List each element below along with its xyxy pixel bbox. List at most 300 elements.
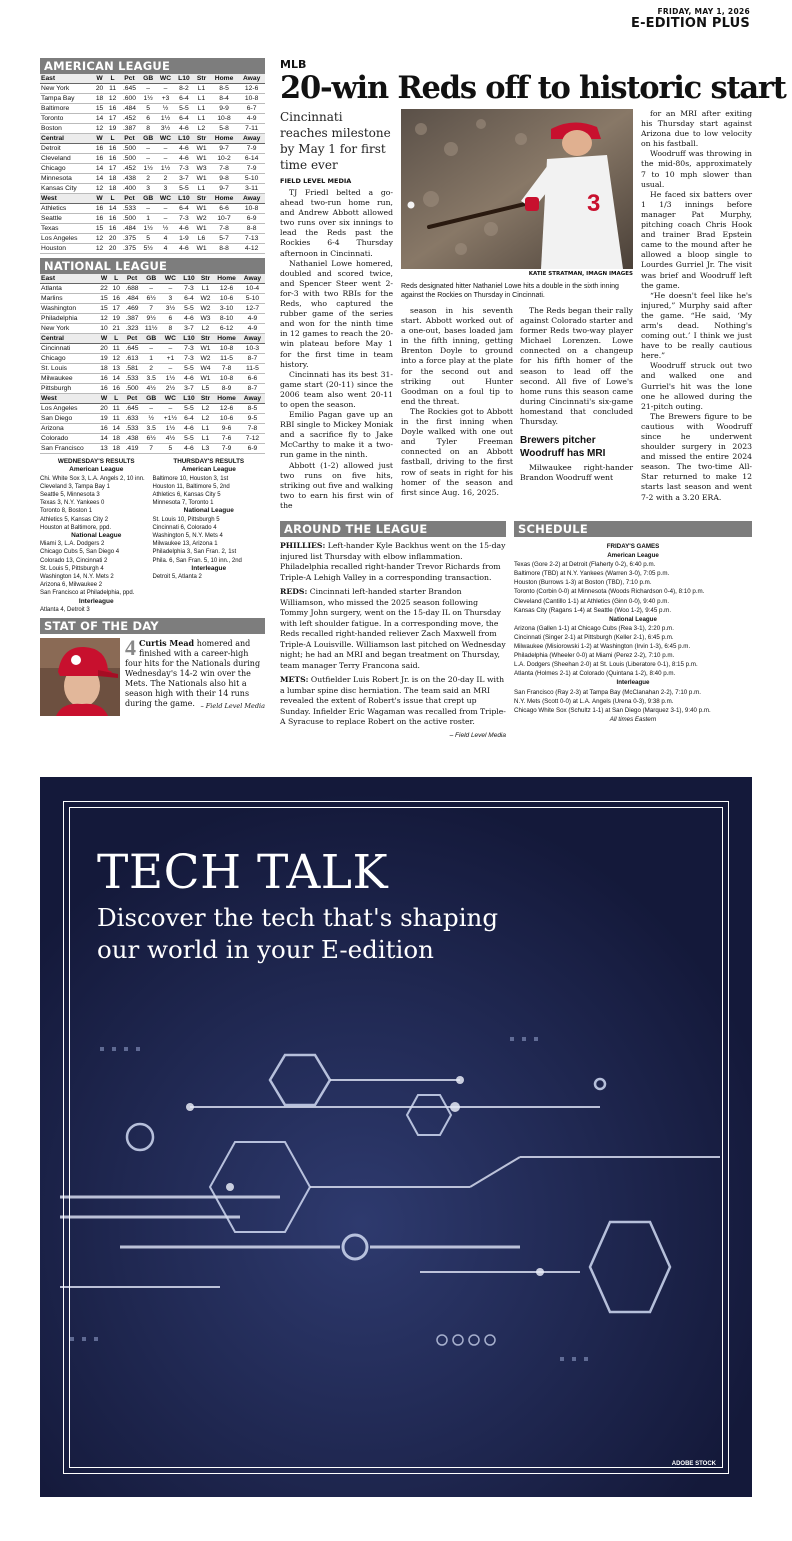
brief-text: Cincinnati left-handed starter Brandon Williamson, who missed the 2025 season following Tommy John surgery, went on the 15-day IL on Thursday with left shoulder fatigue. In a corresponding move, the Reds recalled right-handed reliever Zach Maxwell from Triple-A Louisville. Williamson last pitched on Wednesday night; he had an MRI and began treatment on Thursday, team manager Terry Francona said.: [280, 587, 506, 670]
list-item: Texas (Gore 2-2) at Detroit (Flaherty 0-2), 6:40 p.m.: [514, 561, 656, 569]
team-name: San Diego: [40, 414, 98, 424]
column-header: W: [98, 274, 110, 284]
stat-cell: .452: [119, 114, 140, 124]
stat-cell: 14: [110, 374, 122, 384]
stat-cell: W1: [193, 244, 210, 254]
stat-cell: 11: [106, 84, 119, 94]
stat-cell: 4-6: [180, 314, 198, 324]
stat-cell: W2: [198, 354, 214, 364]
stat-description: homered and finished with a career-high four hits for the Nationals during Wednesday's 14-2 win over the Mets. The Nationals also hit a season high with their 14 runs during the game.: [125, 638, 261, 708]
stat-cell: 8-9: [213, 384, 240, 394]
team-name: Arizona: [40, 424, 98, 434]
team-row: [40, 314, 265, 324]
stat-cell: 14: [93, 114, 106, 124]
results-heading: THURSDAY'S RESULTS: [173, 458, 245, 466]
wednesday-results: [40, 458, 153, 614]
stat-cell: L5: [198, 384, 214, 394]
column-header: Str: [198, 334, 214, 344]
headline: 20-win Reds off to historic start: [280, 70, 786, 106]
kicker: MLB: [280, 58, 307, 71]
team-row: [40, 364, 265, 374]
results-list: [153, 516, 266, 565]
stat-cell: 5: [140, 234, 157, 244]
team-name: Kansas City: [40, 184, 93, 194]
schedule: [514, 521, 752, 739]
column-header: L: [106, 74, 119, 84]
stat-cell: 3½: [161, 304, 181, 314]
stat-cell: 11-5: [213, 354, 240, 364]
column-header: WC: [161, 274, 181, 284]
nl-standings-header: NATIONAL LEAGUE: [40, 258, 265, 274]
team-name: San Francisco: [40, 444, 98, 454]
team-name: Boston: [40, 124, 93, 134]
results-list: [40, 540, 153, 597]
stat-cell: 8-4: [210, 94, 238, 104]
list-item: Athletics 6, Kansas City 5: [152, 491, 221, 498]
league-label: American League: [69, 466, 124, 474]
column-header: Home: [210, 134, 238, 144]
list-item: Houston 11, Baltimore 5, 2nd: [152, 483, 230, 490]
stat-cell: 10-8: [213, 374, 240, 384]
stat-cell: 16: [106, 144, 119, 154]
stat-cell: 12-6: [213, 404, 240, 414]
results-block: [40, 458, 265, 614]
stat-cell: +3: [156, 94, 174, 104]
stat-cell: L1: [198, 284, 214, 294]
list-item: San Francisco at Philadelphia, ppd.: [40, 590, 135, 597]
column-header: L10: [180, 394, 198, 404]
stat-cell: 15: [93, 224, 106, 234]
stat-cell: 3-11: [238, 184, 265, 194]
list-item: Chicago White Sox (Schultz 1-1) at San Diego (Marquez 3-1), 9:40 p.m.: [514, 706, 711, 714]
stat-cell: 17: [110, 304, 122, 314]
paragraph: for an MRI after exiting his Thursday start against Arizona due to low velocity on his fastball.: [641, 109, 752, 149]
stat-cell: –: [161, 364, 181, 374]
stat-cell: 7-3: [180, 354, 198, 364]
list-item: N.Y. Mets (Scott 0-0) at L.A. Angels (Urena 0-3), 9:38 p.m.: [514, 697, 674, 705]
stat-cell: W1: [198, 374, 214, 384]
stat-cell: 8-5: [210, 84, 238, 94]
stat-cell: 12: [93, 234, 106, 244]
stat-cell: L3: [198, 444, 214, 454]
stat-cell: –: [156, 204, 174, 214]
stat-cell: 16: [106, 104, 119, 114]
brief-item: [280, 587, 506, 671]
stat-cell: .645: [122, 404, 141, 414]
results-heading: WEDNESDAY'S RESULTS: [57, 458, 135, 466]
stat-cell: .375: [119, 244, 140, 254]
stat-cell: .533: [122, 374, 141, 384]
stat-cell: 5-5: [175, 104, 194, 114]
team-name: Marlins: [40, 294, 98, 304]
paragraph: Milwaukee right-hander Brandon Woodruff went: [520, 463, 633, 483]
stat-cell: 8-8: [210, 244, 238, 254]
stat-cell: 6-4: [175, 204, 194, 214]
paragraph: The Rockies got to Abbott in the first inning when Doyle walked with one out and Tyler Freeman connected on an Abbott fastball, driving to the first row of seats in right for his homer of the season and first since Aug. 16, 2025.: [401, 406, 513, 497]
column-header: Away: [240, 274, 265, 284]
list-item: Phila. 6, San Fran. 5, 10 inn., 2nd: [152, 557, 242, 564]
stat-cell: .581: [122, 364, 141, 374]
stat-cell: 4-6: [175, 124, 194, 134]
stat-cell: –: [140, 144, 157, 154]
stat-cell: 6-6: [210, 204, 238, 214]
story-col-1: [280, 109, 393, 511]
list-item: Miami 3, L.A. Dodgers 2: [40, 541, 105, 548]
stat-cell: 1½: [161, 374, 181, 384]
division-header-row: [40, 194, 265, 204]
stat-cell: 10-8: [238, 204, 265, 214]
column-header: WC: [161, 334, 181, 344]
column-header: Str: [198, 394, 214, 404]
stat-cell: 3-10: [213, 304, 240, 314]
stat-cell: .419: [122, 444, 141, 454]
stat-cell: W2: [193, 214, 210, 224]
team-row: [40, 154, 265, 164]
stat-cell: .500: [119, 154, 140, 164]
stat-cell: .400: [119, 184, 140, 194]
division-name: Central: [40, 134, 93, 144]
stat-cell: +1½: [161, 414, 181, 424]
stat-cell: 10-8: [213, 344, 240, 354]
stat-cell: 5-5: [180, 364, 198, 374]
stat-cell: 4-9: [240, 324, 265, 334]
stat-cell: .484: [119, 104, 140, 114]
column-header: W: [93, 134, 106, 144]
stat-cell: 9-6: [213, 424, 240, 434]
stat-cell: 10: [110, 284, 122, 294]
team-row: [40, 114, 265, 124]
team-row: [40, 104, 265, 114]
column-header: L10: [175, 134, 194, 144]
column-header: WC: [156, 134, 174, 144]
stat-cell: 1½: [140, 94, 157, 104]
column-header: W: [98, 334, 110, 344]
brief-team: REDS:: [280, 587, 308, 596]
stat-cell: 21: [110, 324, 122, 334]
column-header: Home: [213, 274, 240, 284]
list-item: Milwaukee 13, Arizona 1: [152, 541, 218, 548]
stat-cell: 9-5: [240, 414, 265, 424]
stat-cell: 18: [110, 444, 122, 454]
list-item: St. Louis 5, Pittsburgh 4: [40, 565, 104, 572]
column-header: Away: [240, 394, 265, 404]
stat-cell: 8-10: [213, 314, 240, 324]
stat-cell: 10-7: [210, 214, 238, 224]
stat-cell: 6-9: [238, 214, 265, 224]
stat-cell: 1½: [156, 164, 174, 174]
list-item: Houston at Baltimore, ppd.: [40, 524, 112, 531]
stat-cell: 3-7: [175, 174, 194, 184]
team-row: [40, 324, 265, 334]
paragraph: Woodruff struck out two and walked one and Gurriel's hit was the lone one he allowed during the 21-pitch outing.: [641, 361, 752, 411]
stat-cell: W2: [198, 294, 214, 304]
stat-cell: 4-12: [238, 244, 265, 254]
column-header: WC: [161, 394, 181, 404]
stat-cell: .533: [122, 424, 141, 434]
edition-name: E-EDITION PLUS: [630, 16, 750, 31]
story-text: [520, 306, 633, 427]
stat-cell: 7-6: [213, 434, 240, 444]
stat-cell: 7: [142, 444, 161, 454]
team-row: [40, 184, 265, 194]
team-row: [40, 204, 265, 214]
stat-cell: 16: [98, 424, 110, 434]
stat-cell: 3½: [156, 124, 174, 134]
stat-cell: 14: [110, 424, 122, 434]
stat-cell: 6-4: [175, 114, 194, 124]
team-name: Tampa Bay: [40, 94, 93, 104]
list-item: Atlanta 4, Detroit 3: [40, 606, 90, 613]
stat-cell: 7-8: [210, 224, 238, 234]
team-name: Detroit: [40, 144, 93, 154]
column-header: W: [98, 394, 110, 404]
column-header: Away: [238, 194, 265, 204]
division-name: West: [40, 394, 98, 404]
list-item: Arizona (Gallen 1-1) at Chicago Cubs (Rea 3-1), 2:20 p.m.: [514, 624, 674, 632]
stat-cell: 18: [106, 184, 119, 194]
stat-cell: 8-2: [175, 84, 194, 94]
stat-cell: –: [161, 404, 181, 414]
team-row: [40, 294, 265, 304]
stat-cell: 8: [140, 124, 157, 134]
column-header: W: [93, 194, 106, 204]
list-item: Chicago Cubs 5, San Diego 4: [40, 549, 120, 556]
stat-cell: 12: [93, 124, 106, 134]
stat-cell: 3-7: [180, 324, 198, 334]
stat-cell: 12-6: [238, 84, 265, 94]
paragraph: The Reds began their rally against Colorado starter and former Reds two-way player Michael Lorenzen. Lowe connected on a changeup for his fifth homer of the season to lead off the second. All five of Lowe's home runs this season came during Cincinnati's six-game homestand that concluded Thursday.: [520, 306, 633, 427]
story-text: [280, 188, 393, 511]
stat-cell: 19: [98, 414, 110, 424]
division-name: East: [40, 74, 93, 84]
team-row: [40, 84, 265, 94]
stat-cell: 10-8: [210, 114, 238, 124]
stat-cell: –: [140, 84, 157, 94]
column-header: Str: [193, 194, 210, 204]
list-item: St. Louis 10, Pittsburgh 5: [152, 516, 220, 523]
stat-cell: 12: [110, 354, 122, 364]
stat-cell: ½: [142, 414, 161, 424]
stat-cell: –: [142, 404, 161, 414]
team-row: [40, 234, 265, 244]
stat-cell: 6-4: [180, 414, 198, 424]
list-item: Baltimore 10, Houston 3, 1st: [152, 475, 229, 482]
stat-cell: 8-5: [240, 404, 265, 414]
brief-text: Outfielder Luis Robert Jr. is on the 20-day IL with a lumbar spine disc herniation. The team said an MRI revealed the extent of Robert's issue that crept up Sunday. Infielder Eric Wagaman was recalled from Triple-A Syracuse to replace Robert on the active roster.: [280, 675, 506, 726]
stat-cell: .645: [122, 344, 141, 354]
column-header: L: [110, 274, 122, 284]
stat-cell: 6½: [142, 434, 161, 444]
brief-team: METS:: [280, 675, 309, 684]
stat-cell: 5½: [140, 244, 157, 254]
stat-cell: 1½: [140, 164, 157, 174]
al-standings-table: [40, 74, 265, 254]
team-name: Minnesota: [40, 174, 93, 184]
column-header: GB: [140, 74, 157, 84]
list-item: Cleveland (Cantillo 1-1) at Athletics (Ginn 0-0), 9:40 p.m.: [514, 597, 670, 605]
brief-item: [280, 675, 506, 728]
stat-cell: 14: [93, 174, 106, 184]
stat-cell: .375: [119, 234, 140, 244]
stat-cell: .500: [119, 214, 140, 224]
al-standings-header: AMERICAN LEAGUE: [40, 58, 265, 74]
column-header: Str: [193, 74, 210, 84]
stat-cell: 7-8: [240, 424, 265, 434]
list-item: Arizona 6, Milwaukee 2: [40, 582, 103, 589]
column-header: Home: [213, 394, 240, 404]
paragraph: TJ Friedl belted a go-ahead two-run home run, and Andrew Abbott allowed two runs over six innings to lead the Reds past the Rockies 6-4 Thursday afternoon in Cincinnati.: [280, 188, 393, 258]
column-header: Home: [210, 194, 238, 204]
issue-date: FRIDAY, MAY 1, 2026: [657, 7, 750, 16]
stat-cell: –: [156, 144, 174, 154]
team-row: [40, 434, 265, 444]
stat-cell: 7-9: [213, 444, 240, 454]
stat-cell: 4½: [161, 434, 181, 444]
paragraph: The Brewers figure to be cautious with Woodruff since he underwent shoulder surgery in 2023 and missed the entire 2024 season. The two-time All-Star returned to make 12 starts last season and went 7-2 with a 3.20 ERA.: [641, 411, 752, 502]
list-item: Cincinnati (Singer 2-1) at Pittsburgh (Keller 2-1), 6:45 p.m.: [514, 633, 674, 641]
stat-cell: 17: [106, 114, 119, 124]
list-item: Minnesota 7, Toronto 1: [152, 500, 214, 507]
stat-cell: –: [156, 154, 174, 164]
stat-cell: 8-7: [240, 354, 265, 364]
story-lower: [401, 306, 633, 498]
photo-caption: Reds designated hitter Nathaniel Lowe hits a double in the sixth inning against the Rockies on Thursday in Cincinnati.: [401, 283, 619, 299]
list-item: Washington 5, N.Y. Mets 4: [152, 532, 223, 539]
column-header: GB: [142, 394, 161, 404]
stat-cell: 18: [106, 174, 119, 184]
stat-cell: 6-7: [238, 104, 265, 114]
team-name: Houston: [40, 244, 93, 254]
stat-cell: 7-9: [238, 164, 265, 174]
column-header: L: [106, 134, 119, 144]
stat-cell: 16: [106, 154, 119, 164]
stat-cell: 5-5: [180, 404, 198, 414]
stat-cell: W3: [198, 314, 214, 324]
ad-title: TECH TALK: [97, 845, 389, 900]
stat-cell: 4-6: [175, 154, 194, 164]
results-list: [40, 475, 153, 532]
stat-cell: 4-6: [180, 444, 198, 454]
stat-cell: L1: [193, 184, 210, 194]
story-text: [520, 463, 633, 483]
stat-cell: W4: [198, 364, 214, 374]
stat-cell: 2½: [161, 384, 181, 394]
team-row: [40, 244, 265, 254]
list-item: Athletics 5, Kansas City 2: [40, 516, 109, 523]
column-header: GB: [142, 274, 161, 284]
paragraph: He faced six batters over 1 1/3 innings before manager Pat Murphy, pitching coach Chris Hook and trainer Brad Epstein came to the mound after he allowed a bloop single to Lourdes Gurriel Jr. The visit was brief and Woodruff left the game.: [641, 189, 752, 290]
stat-credit: – Field Level Media: [200, 701, 265, 710]
paragraph: Woodruff was throwing in the mid-80s, approximately 7 to 10 mph slower than usual.: [641, 149, 752, 189]
column-header: Pct: [122, 394, 141, 404]
story-col-3: [520, 306, 633, 498]
team-row: [40, 444, 265, 454]
stat-cell: 3: [156, 184, 174, 194]
team-name: St. Louis: [40, 364, 98, 374]
stat-cell: 6: [161, 314, 181, 324]
stat-cell: –: [140, 204, 157, 214]
stat-cell: 8-8: [238, 224, 265, 234]
league-label: National League: [609, 615, 657, 623]
team-name: Baltimore: [40, 104, 93, 114]
stat-cell: 5-5: [180, 304, 198, 314]
stat-cell: 12: [93, 184, 106, 194]
team-name: Chicago: [40, 164, 93, 174]
league-label: National League: [71, 531, 122, 539]
stat-number: 4: [125, 634, 136, 660]
stat-cell: 13: [110, 364, 122, 374]
team-row: [40, 304, 265, 314]
stat-cell: 8: [161, 324, 181, 334]
stat-cell: 20: [93, 84, 106, 94]
stat-cell: .484: [119, 224, 140, 234]
column-header: Home: [210, 74, 238, 84]
stat-cell: L2: [193, 124, 210, 134]
stat-cell: –: [142, 344, 161, 354]
stat-cell: 10-8: [238, 94, 265, 104]
subhead: Brewers pitcher Woodruff has MRI: [520, 435, 606, 460]
stat-cell: 15: [98, 304, 110, 314]
stat-cell: L2: [198, 414, 214, 424]
list-item: Detroit 5, Atlanta 2: [152, 573, 202, 580]
team-row: [40, 94, 265, 104]
results-list: [153, 475, 266, 508]
around-credit: – Field Level Media: [449, 731, 506, 739]
paragraph: “He doesn't feel like he's injured,” Murphy said after the game. “He said, ‘My arm's dead. Nothing's coming out.’ I think we just have to be really cautious here.”: [641, 290, 752, 361]
team-name: Cincinnati: [40, 344, 98, 354]
column-header: L10: [180, 334, 198, 344]
column-header: L10: [175, 74, 194, 84]
column-header: GB: [140, 194, 157, 204]
stat-cell: 12-6: [213, 284, 240, 294]
stat-cell: .500: [119, 144, 140, 154]
masthead: [631, 7, 750, 31]
stat-cell: .500: [122, 384, 141, 394]
stat-cell: 16: [98, 384, 110, 394]
stat-cell: 6: [140, 114, 157, 124]
stat-cell: W1: [198, 344, 214, 354]
column-header: Away: [240, 334, 265, 344]
stat-cell: 3: [161, 294, 181, 304]
stat-cell: 10-4: [240, 284, 265, 294]
stat-cell: 20: [106, 234, 119, 244]
stat-cell: 20: [98, 404, 110, 414]
stat-cell: 9-7: [210, 144, 238, 154]
stat-cell: .387: [119, 124, 140, 134]
stat-of-day-header: STAT OF THE DAY: [40, 618, 265, 634]
stat-cell: 20: [106, 244, 119, 254]
stat-cell: 4-6: [180, 424, 198, 434]
column-header: Str: [193, 134, 210, 144]
paragraph: season in his seventh start. Abbott worked out of a one-out, bases loaded jam in the fifth inning, getting Brenton Doyle to ground into a force play at the plate for the second out and striking out Hunter Goodman on a foul tip to end the threat.: [401, 306, 513, 406]
stat-cell: 11: [110, 404, 122, 414]
stat-cell: .438: [119, 174, 140, 184]
stat-cell: 11: [110, 344, 122, 354]
stat-cell: L1: [198, 424, 214, 434]
stat-cell: .633: [122, 414, 141, 424]
division-header-row: [40, 74, 265, 84]
stat-cell: 5-5: [180, 434, 198, 444]
games-list: [514, 560, 752, 615]
stat-cell: 15: [93, 104, 106, 114]
stat-cell: W1: [193, 144, 210, 154]
list-item: Houston (Burrows 1-3) at Boston (TBD), 7:10 p.m.: [514, 579, 652, 587]
stat-cell: 4: [156, 234, 174, 244]
division-name: West: [40, 194, 93, 204]
list-item: Atlanta (Holmes 2-1) at Colorado (Quintana 1-2), 8:40 p.m.: [514, 670, 676, 678]
brief-item: [280, 541, 506, 583]
stat-cell: 11-5: [240, 364, 265, 374]
